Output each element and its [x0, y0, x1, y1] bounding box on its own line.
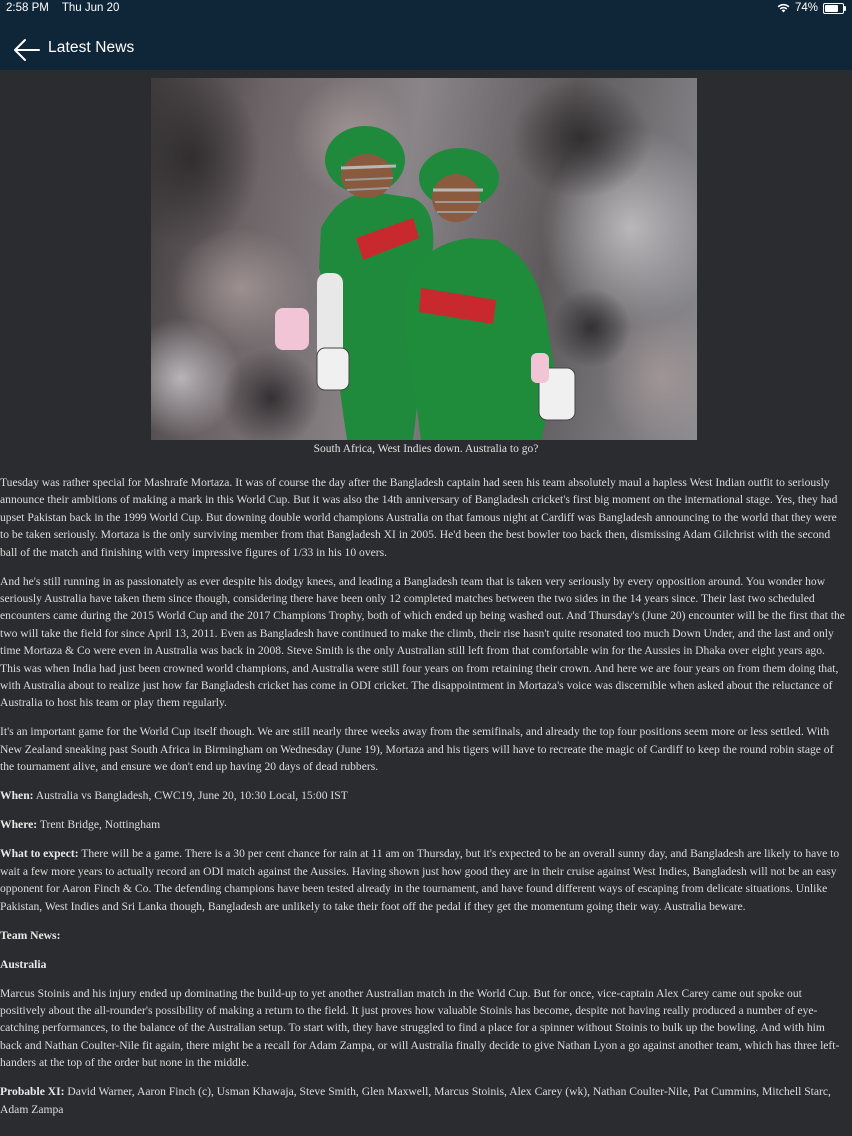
probable-xi-line [0, 1083, 846, 1118]
when-text: Australia vs Bangladesh, CWC19, June 20, 10:30 Local, 15:00 IST [33, 789, 348, 803]
probable-label: Probable XI: [0, 1085, 65, 1099]
battery-level-fill [825, 5, 838, 12]
article-paragraph-3: It's an important game for the World Cup itself though. We are still nearly three weeks away from the semifinals, and already the top four positions seem more or less settled. With New Zealand sneaking past South Africa in Birmingham on Wednesday (June 19), Mortaza and his tigers will have to recreate the magic of Cardiff to keep the round robin stage of the tournament alive, and ensure we don't end up having 20 days of dead rubbers. [0, 725, 834, 774]
hero-image [151, 78, 697, 440]
article-body [0, 474, 846, 1130]
nav-bar [0, 18, 852, 70]
when-line [0, 787, 846, 804]
status-date: Thu Jun 20 [61, 2, 120, 14]
hero-illustration [151, 78, 697, 440]
image-caption: South Africa, West Indies down. Australia to go? [313, 443, 539, 455]
australia-heading [0, 956, 846, 973]
battery-percent: 74% [794, 2, 818, 14]
where-text: Trent Bridge, Nottingham [37, 818, 161, 832]
page-title: Latest News [48, 39, 135, 56]
team-news-heading-text: Team News: [0, 928, 61, 942]
article-paragraph-1: Tuesday was rather special for Mashrafe Mortaza. It was of course the day after the Bangladesh captain had seen his team absolutely maul a hapless West Indian outfit to seriously announce their ambitions of making a mark in this World Cup. But it was also the 14th anniversary of Bangladesh cricket's first big moment on the international stage. Yes, they had upset Pakistan back in the 1999 World Cup. But downing double world champions Australia on that famous night at Cardiff was Bangladesh announcing to the world that they were to be taken seriously. Mortaza is the only surviving member from that Bangladesh XI in 2005. He'd been the best bowler too back then, dismissing Adam Gilchrist with the second ball of the match and finishing with very impressive figures of 1/33 in his 10 overs. [0, 476, 838, 559]
where-line [0, 816, 846, 833]
expect-label: What to expect: [0, 847, 79, 861]
arrow-left-icon[interactable] [12, 36, 42, 64]
when-label: When: [0, 789, 34, 803]
battery-icon [823, 3, 844, 14]
expect-text: There will be a game. There is a 30 per cent chance for rain at 11 am on Thursday, but it's expected to be an overall sunny day, and Bangladesh are likely to have to wait a few more years to actually record an ODI match against the Aussies. Having shown just how good they are in their cruise against West Indies, Bangladesh will not be an easy opponent for Aaron Finch & Co. The defending champions have been tested already in the tournament, and have found different ways of escaping from delicate situations. Unlike Pakistan, West Indies and Sri Lanka though, Bangladesh are unlikely to take their foot off the pedal if they get the momentum going their way. Australia beware. [0, 847, 840, 913]
australia-paragraph: Marcus Stoinis and his injury ended up dominating the build-up to yet another Australian match in the World Cup. But for once, vice-captain Alex Carey came out spoke out positively about the all-rounder's possibility of making a return to the field. It just proves how valuable Stoinis has become, despite not having really produced a number of eye-catching performances, to the balance of the Australian setup. To start with, they have struggled to find a place for a spinner without Stoinis to bulk up the bowling. And with him back and Nathan Coulter-Nile fit again, there might be a recall for Adam Zampa, or will Australia finally decide to give Nathan Lyon a go against another team, which has three left-handers at the top of the order but none in the middle. [0, 986, 840, 1070]
wifi-icon [777, 3, 790, 13]
status-time: 2:58 PM [6, 2, 49, 14]
australia-heading-text: Australia [0, 957, 47, 971]
where-label: Where: [0, 818, 38, 832]
expect-paragraph [0, 845, 846, 915]
probable-text: David Warner, Aaron Finch (c), Usman Khawaja, Steve Smith, Glen Maxwell, Marcus Stoinis, Alex Carey (wk), Nathan Coulter-Nile, Pat Cummins, Mitchell Starc, Adam Zampa [0, 1085, 831, 1116]
team-news-heading [0, 927, 846, 944]
status-bar [0, 0, 852, 18]
article-paragraph-2: And he's still running in as passionately as ever despite his dodgy knees, and leading a Bangladesh team that is taken very seriously by every opposition around. You wonder how seriously Australia have taken them since though, considering there have been only 12 completed matches between the two sides in the 14 years since. Their last two scheduled encounters came during the 2015 World Cup and the 2017 Champions Trophy, both of which ended up being washed out. And Thursday's (June 20) encounter will be the first that the two will take the field for since April 13, 2011. Even as Bangladesh have continued to make the climb, their rise hasn't quite resonated too much Down Under, and the last and only time Mortaza & Co were even in Australia was back in 2008. Steve Smith is the only Australian still left from that comfortable win for the Aussies in Dhaka over eight years ago. This was when India had just been crowned world champions, and Australia were still four years on from retaining their crown. And here we are four years on from them doing that, with Australia about to realize just how far Bangladesh cricket has come in ODI cricket. The disappointment in Mortaza's voice was discernible when asked about the reluctance of Australia to host his team or play them regularly. [0, 574, 845, 710]
